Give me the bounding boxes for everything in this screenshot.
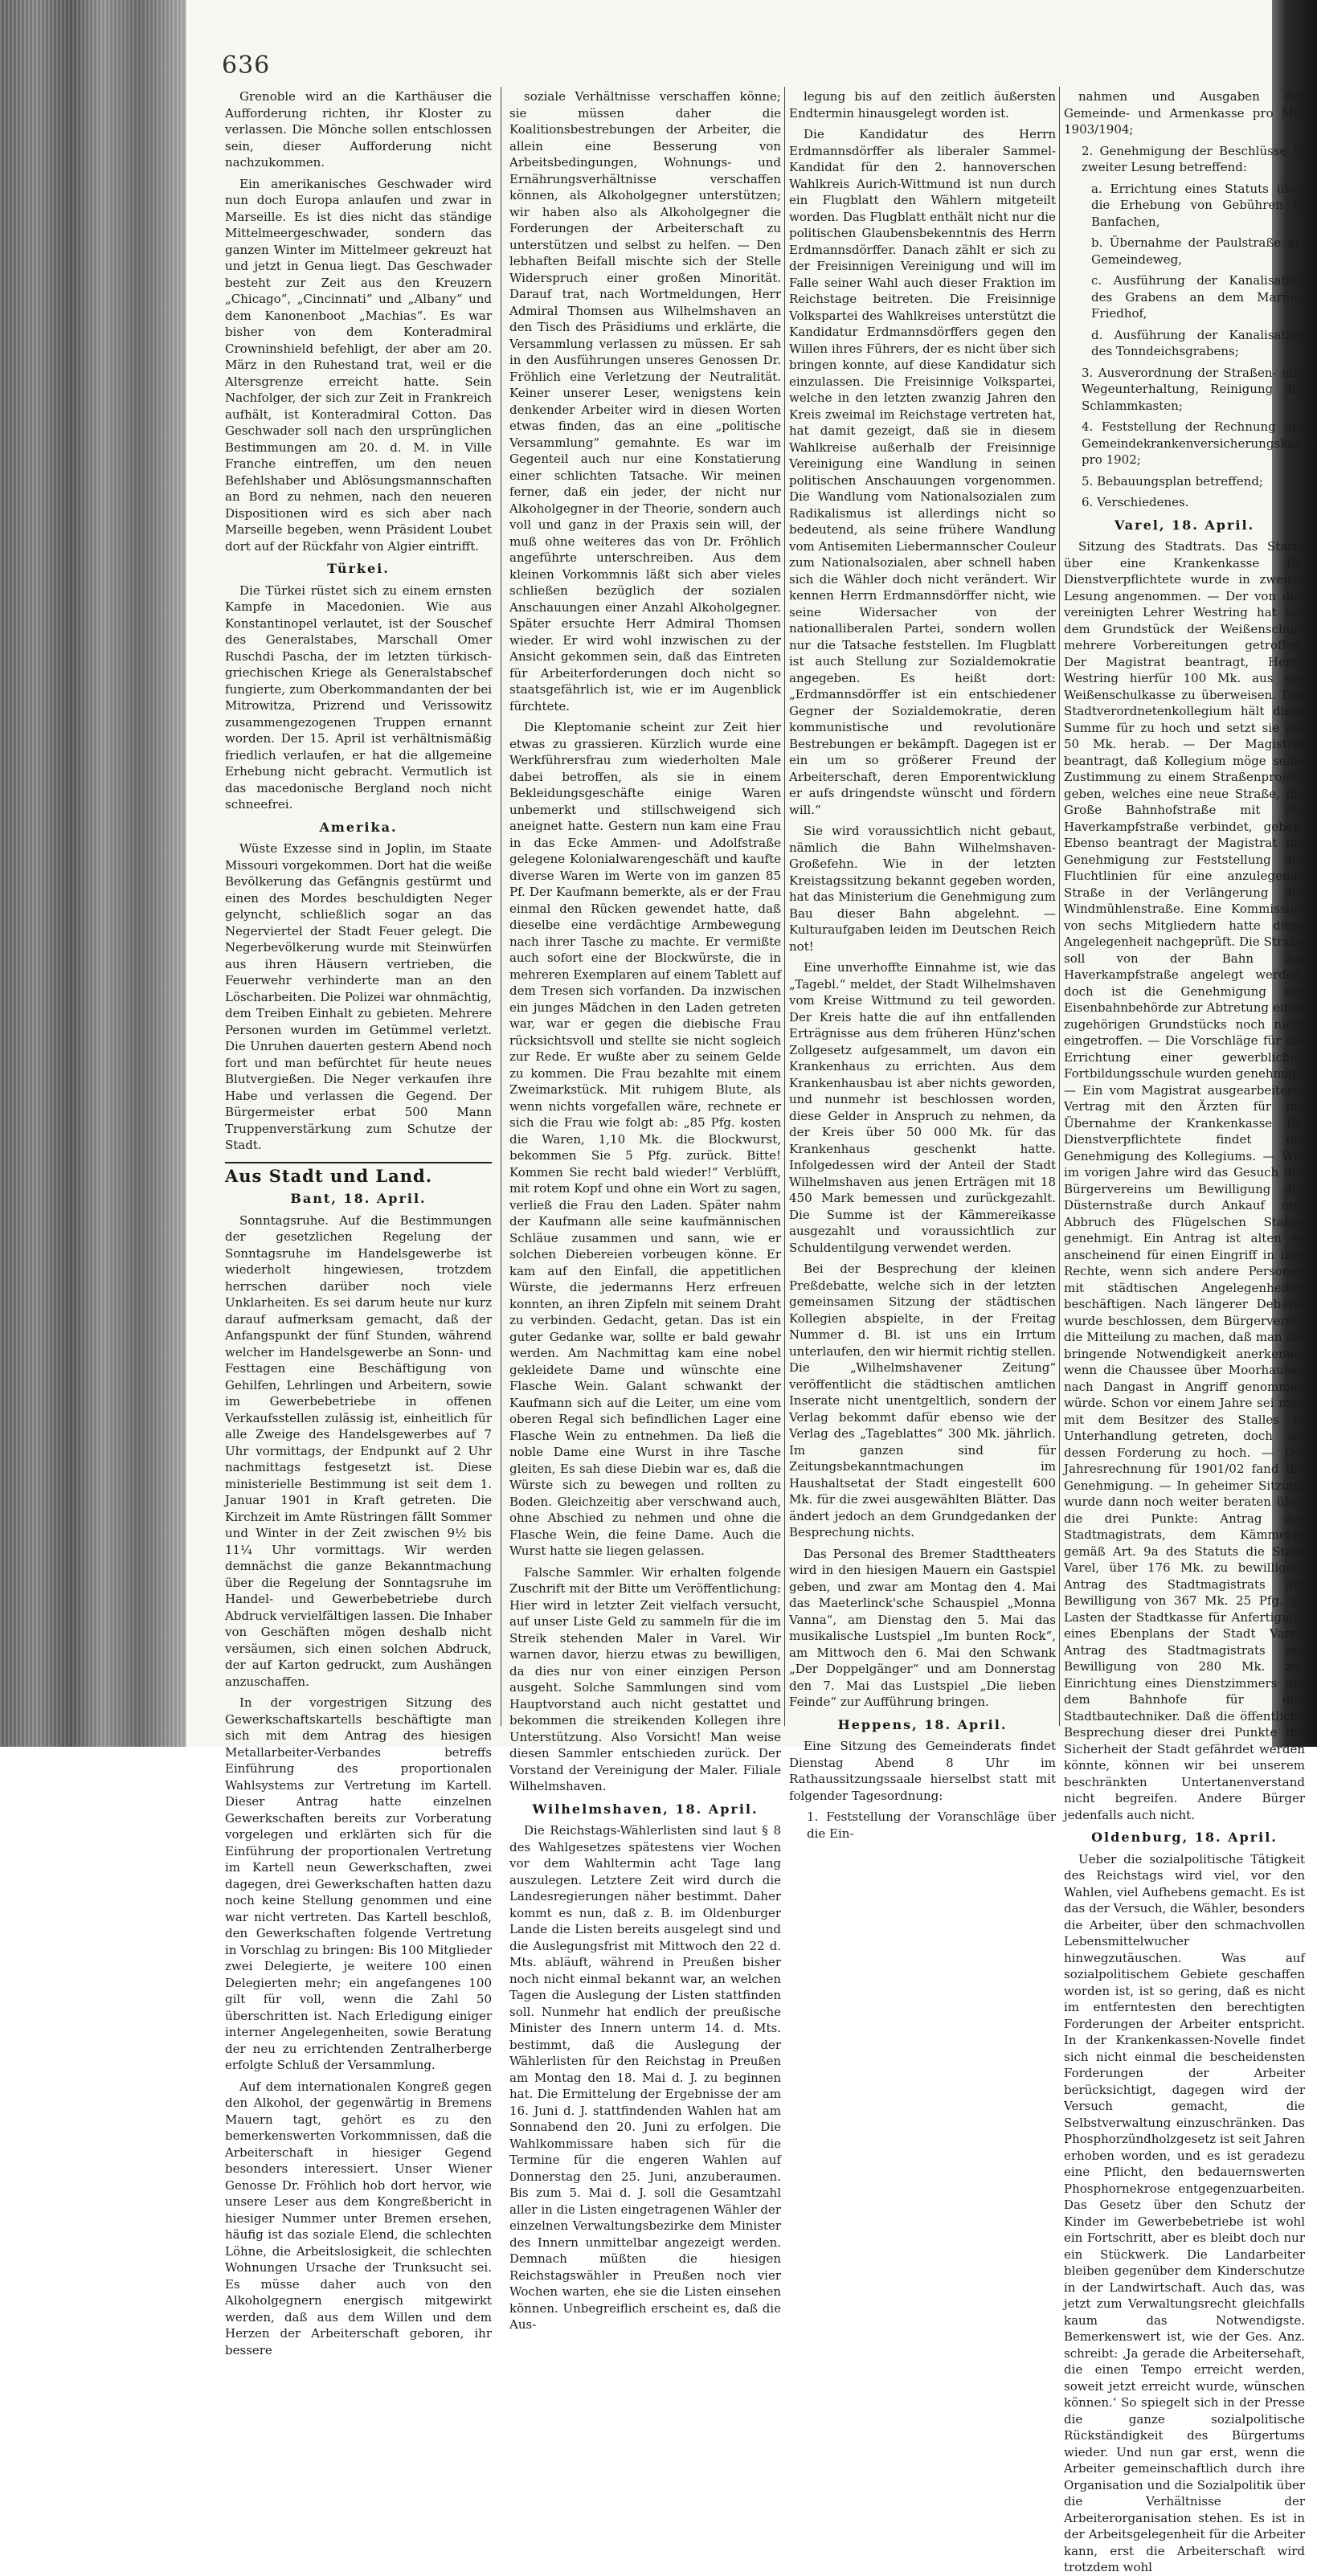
article-paragraph: Wüste Exzesse sind in Joplin, im Staate Missouri vorgekommen. Dort hat die weiße Bevölkerung das Gefängnis gestürmt und einen des Mordes beschuldigten Neger gelyncht, schließlich sogar an das Negerviertel der Stadt Feuer gelegt. Die Negerbevölkerung wurde mit Steinwürfen aus ihren Häusern vertrieben, die Feuerwehr verhinderte man an den Löscharbeiten. Die Polizei war ohnmächtig, dem Treiben Einhalt zu gebieten. Mehrere Personen wurden im Getümmel verletzt. Die Unruhen dauerten gestern Abend noch fort und man befürchtet für heute neues Blutvergießen. Die Neger verkaufen ihre Habe und verlassen die Gegend. Der Bürgermeister erbat 500 Mann Truppenverstärkung zum Schutze der Stadt. [225, 841, 492, 1152]
page-number: 636 [222, 51, 271, 80]
agenda-item: 4. Feststellung der Rechnung der Gemeindekrankenversicherungskasse pro 1902; [1082, 419, 1315, 467]
agenda-item: 5. Bebauungsplan betreffend; [1082, 473, 1263, 489]
article-paragraph: Das Personal des Bremer Stadttheaters wird in den hiesigen Mauern ein Gastspiel geben, und zwar am Montag den 4. Mai das Maeterlinck'sche Schauspiel „Monna Vanna“, am Dienstag den 5. Mai das musikalische Lustspiel „Im bunten Rock“, am Mittwoch den 6. Mai den Schwank „Der Doppelgänger“ und am Donnerstag den 7. Mai das Lustspiel „Die lieben Feinde“ zur Aufführung bringen. [789, 1546, 1056, 1709]
article-paragraph: Die Reichstags-Wählerlisten sind laut § 8 des Wahlgesetzes spätestens vier Wochen vor dem Wahltermin acht Tage lang auszulegen. Letztere Zeit wird durch die Landesregierungen näher bestimmt. Daher kommt es nun, daß z. B. im Oldenburger Lande die Listen bereits ausgelegt sind und die Auslegungsfrist mit Mittwoch den 22 d. Mts. abläuft, während in Preußen bisher noch nicht einmal bekannt war, an welchen Tagen die Auslegung der Listen stattfinden soll. Nunmehr hat endlich der preußische Minister des Innern unterm 14. d. Mts. bestimmt, daß die Auslegung der Wählerlisten für den Reichstag in Preußen am Montag den 18. Mai d. J. zu beginnen hat. Die Ermittelung der Ergebnisse der am 16. Juni d. J. stattfindenden Wahlen hat am Sonnabend den 20. Juni zu erfolgen. Die Wahlkommissare haben sich für die Termine für die engeren Wahlen auf Donnerstag den 25. Juni, anzuberaumen. Bis zum 5. Mai d. J. soll die Gesamtzahl aller in die Listen eingetragenen Wähler der einzelnen Verwaltungsbezirke dem Minister des Innern unmittelbar angezeigt werden. Demnach müßten die hiesigen Reichstagswähler in Preußen noch vier Wochen warten, ehe sie die Listen einsehen können. Unbegreiflich erscheint es, daß die Aus- [509, 1823, 781, 2332]
article-paragraph: Auf dem internationalen Kongreß gegen den Alkohol, der gegenwärtig in Bremens Mauern tagt, gehört es zu den bemerkenswerten Vorkommnissen, daß die Arbeiterschaft in hiesiger Gegend besonders interessiert. Unser Wiener Genosse Dr. Fröhlich hob dort hervor, wie unsere Leser aus dem Kongreßbericht in hiesiger Nummer unter Bremen ersehen, häufig ist das soziale Elend, die schlechten Löhne, die Arbeitslosigkeit, die schlechten Wohnungen Ursache der Trunksucht sei. Es müsse daher auch von den Alkoholgegnern energisch mitgewirkt werden, daß aus dem Willen und dem Herzen der Arbeiterschaft geboren, ihr bessere [225, 2079, 492, 2357]
article-paragraph: Sitzung des Stadtrats. Das Statut über eine Krankenkasse für Dienstverpflichtete wurde in zweiter Lesung angenommen. — Der von den vereinigten Lehrer Westring hat auf dem Grundstück der Weißenschule mehrere Vorbereitungen getroffen. Der Magistrat beantragt, Herrn Westring hierfür 100 Mk. aus der Weißenschulkasse zu überweisen. Das Stadtverordnetenkollegium hält diese Summe für zu hoch und setzt sie auf 50 Mk. herab. — Der Magistrat beantragt, daß Kollegium möge seine Zustimmung zu einem Straßenprojekt geben, welches eine neue Straße, die Große Bahnhofstraße mit der Haverkampfstraße verbindet, geben. Ebenso beantragt der Magistrat die Genehmigung zur Feststellung der Fluchtlinien für eine anzulegende Straße in der Verlängerung der Windmühlenstraße. Eine Kommission von sechs Mitgliedern hatte diese Angelegenheit nachgeprüft. Die Straße soll von der Bahn zur Haverkampfstraße angelegt werden, doch ist die Genehmigung der Eisenbahnbehörde zur Abtretung eines zugehörigen Grundstücks noch nicht eingetroffen. — Die Vorschläge für die Errichtung einer gewerblichen Fortbildungsschule wurden genehmigt. — Ein vom Magistrat ausgearbeiteter Vertrag mit den Ärzten für die Übernahme der Krankenkasse für Dienstverpflichtete findet die Genehmigung des Kollegiums. — Wie im vorigen Jahre wird das Gesuch des Bürgervereins um Bewilligung der Düsternstraße durch Ankauf und Abbruch des Flügelschen Stalles genehmigt. Ein Antrag ist alten es anscheinend für einen Eingriff in ihre Rechte, wenn sich andere Personen mit städtischen Angelegenheiten beschäftigen. Nach längerer Debatte wurde beschlossen, dem Bürgerverein die Mitteilung zu machen, daß man die bringende Notwendigkeit anerkenne, wenn die Chaussee über Moorhausen nach Dangast in Angriff genommen würde. Schon vor einem Jahre sei man mit dem Besitzer des Stalles in Unterhandlung getreten, doch sei dessen Forderung zu hoch. — Die Jahresrechnung für 1901/02 fand die Genehmigung. — In geheimer Sitzung wurde dann noch weiter beraten über die drei Punkte: Antrag des Stadtmagistrats, dem Kämmerer gemäß Art. 9a des Statuts die Stadt Varel, über 176 Mk. zu bewilligen. Antrag des Stadtmagistrats auf Bewilligung von 367 Mk. 25 Pfg. zu Lasten der Stadtkasse für Anfertigung eines Ebenplans der Stadt Varel. Antrag des Stadtmagistrats auf Bewilligung von 280 Mk. zur Einrichtung eines Dienstzimmers auf dem Bahnhofe für den Stadtbautechniker. Daß die öffentliche Besprechung dieser drei Punkte die Sicherheit der Stadt gefährdet werden könnte, können wir bei unserem beschränkten Untertanenverstand nicht begreifen. Andere Bürger jedenfalls auch nicht. [1064, 539, 1305, 1822]
article-paragraph: In der vorgestrigen Sitzung des Gewerkschaftskartells beschäftigte man sich mit dem Antrag des hiesigen Metallarbeiter-Verbandes betreffs Einführung des proportionalen Wahlsystems zur Vertretung im Kartell. Dieser Antrag hatte einzelnen Gewerkschaften bereits zur Vorberatung vorgelegen und erklärten sich für die Einführung der proportionalen Vertretung im Kartell neun Gewerkschaften, zwei dagegen, drei Gewerkschaften hatten dazu noch keine Stellung genommen und eine war nicht vertreten. Das Kartell beschloß, den Gewerkschaften folgende Vertretung in Vorschlag zu bringen: Bis 100 Mitglieder zwei Delegierte, je weitere 100 einen Delegierten mehr; ein angefangenes 100 gilt für voll, wenn die Zahl 50 überschritten ist. Nach Erledigung einiger interner Angelegenheiten, sowie Beratung der neu zu errichtenden Zentralherberge erfolgte Schluß der Versammlung. [225, 1695, 492, 2072]
article-paragraph: Die Kandidatur des Herrn Erdmannsdörffer als liberaler Sammel-Kandidat für den 2. hannoverschen Wahlkreis Aurich-Wittmund ist nun durch ein Flugblatt den Wählern mitgeteilt worden. Das Flugblatt enthält nicht nur die politischen Glaubensbekenntnis des Herrn Erdmannsdörffer. Danach zählt er sich zu der Freisinnigen Vereinigung und will im Falle seiner Wahl auch dieser Fraktion im Reichstage beitreten. Die Freisinnige Volkspartei des Wahlkreises unterstützt die Kandidatur Erdmannsdörffers gegen den Willen ihres Führers, der es nicht über sich bringen konnte, auf diese Kandidatur sich einzulassen. Die Freisinnige Volkspartei, welche in den letzten zwanzig Jahren den Kreis zweimal im Reichstage vertreten hat, hat damit gezeigt, daß sie in diesem Wahlkreise außerhalb der Freisinnige Vereinigung eine Wandlung in seinen politischen Anschauungen vorgenommen. Die Wandlung vom Nationalsozialen zum Radikalismus ist allerdings nicht so bedeutend, als seine frühere Wandlung vom Antisemiten Liebermannscher Couleur zum Nationalsozialen, aber schnell haben sich die Wähler doch nicht verändert. Wir kennen Herrn Erdmannsdörffer nicht, wie seine Widersacher von der nationalliberalen Partei, sondern wollen nur die Tatsache feststellen. Im Flugblatt ist auch Stellung zur Sozialdemokratie angegeben. Es heißt dort: „Erdmannsdörffer ist ein entschiedener Gegner der Sozialdemokratie, deren kommunistische und revolutionäre Bestrebungen er bekämpft. Dagegen ist er ein um so größerer Freund der Arbeiterschaft, deren Emporentwicklung er aufs dringendste wünscht und fördern will.“ [789, 127, 1056, 817]
column-rule [784, 87, 785, 1726]
section-heading: Türkei. [327, 561, 390, 576]
article-paragraph: Ein amerikanisches Geschwader wird nun doch Europa anlaufen und zwar in Marseille. Es ist dies nicht das ständige Mittelmeergeschwader, sondern das ganzen Winter im Mittelmeer gekreuzt hat und jetzt in Genua liegt. Das Geschwader besteht zur Zeit aus den Kreuzern „Chicago“, „Cincinnati“ und „Albany“ und dem Kanonenboot „Machias“. Es war bisher von dem Konteradmiral Crowninshield befehligt, der aber am 20. März in den Ruhestand trat, weil er die Altersgrenze erreicht hatte. Sein Nachfolger, der sich zur Zeit in Frankreich aufhält, ist Konteradmiral Cotton. Das Geschwader soll nach den ursprünglichen Bestimmungen am 20. d. M. in Ville Franche eintreffen, um den neuen Befehlshaber und Ablösungsmannschaften an Bord zu nehmen, nach den neueren Dispositionen wird es sich aber nach Marseille begeben, wenn Präsident Loubet dort auf der Rückfahr von Algier eintrifft. [225, 176, 492, 554]
agenda-item: d. Ausführung der Kanalisation des Tonndeichsgrabens; [1091, 327, 1305, 358]
dateline: Varel, 18. April. [1114, 517, 1255, 533]
article-paragraph: nahmen und Ausgaben der Gemeinde- und Armenkasse pro Mai 1903/1904; [1064, 89, 1305, 137]
agenda-item: a. Errichtung eines Statuts über die Erhebung von Gebühren in Banfachen, [1091, 181, 1305, 229]
agenda-item: 6. Verschiedenes. [1082, 495, 1189, 509]
article-paragraph: Ueber die sozialpolitische Tätigkeit des Reichstags wird viel, vor den Wahlen, viel Aufhebens gemacht. Es ist das der Versuch, die Wähler, besonders die Arbeiter, über den schmachvollen Lebensmittelwucher hinwegzutäuschen. Was auf sozialpolitischem Gebiete geschaffen worden ist, ist so gering, daß es nicht im entferntesten den berechtigten Forderungen der Arbeiter entspricht. In der Krankenkassen-Novelle findet sich nicht einmal die bescheidensten Forderungen der Arbeiter berücksichtigt, dagegen wird der Versuch gemacht, die Selbstverwaltung einzuschränken. Das Phosphorzündholzgesetz ist seit Jahren erhoben worden, und es ist geradezu eine Pflicht, den bedauernswerten Phosphornekrose entgegenzuarbeiten. Das Gesetz über den Schutz der Kinder im Gewerbebetriebe ist wohl ein Fortschritt, aber es bleibt doch nur ein Stückwerk. Die Landarbeiter bleiben gegenüber dem Kinderschutze in der Landwirtschaft. Auch das, was jetzt zum Verwaltungsrecht gleichfalls kaum das Notwendigste. Bemerkenswert ist, wie der Ges. Anz. schreibt: ‚Ja gerade die Arbeitersehaft, die einen Tempo erreicht werden, soweit jetzt erreicht wurde, wünschen können.‘ So spiegelt sich in der Presse die ganze sozialpolitische Rückständigkeit des Bürgertums wieder. Und nun gar erst, wenn die Arbeiter gemeinschaftlich durch ihre Organisation und die Sozialpolitik über die Verhältnisse der Arbeiterorganisation stehen. Es ist in der Arbeitsgelegenheit für die Arbeiter kann, erst die Arbeiterschaft wird trotzdem wohl [1064, 1851, 1305, 2574]
article-paragraph: soziale Verhältnisse verschaffen könne; sie müssen daher die Koalitionsbestrebungen der Arbeiter, die allein eine Besserung von Arbeitsbedingungen, Wohnungs- und Ernährungsverhältnisse verschaffen können, als Alkoholgegner unterstützen; wir haben also als Alkoholgegner die Forderungen der Arbeiterschaft zu unterstützen und selbst zu helfen. — Den lebhaften Beifall mischte sich der Stelle Widerspruch einer großen Minorität. Darauf trat, nach Wortmeldungen, Herr Admiral Thomsen aus Wilhelmshaven an den Tisch des Präsidiums und erklärte, die Versammlung verlassen zu müssen. Er sah in den Ausführungen unseres Genossen Dr. Fröhlich eine Verletzung der Neutralität. Keiner unserer Leser, wenigstens kein denkender Arbeiter wird in diesen Worten etwas finden, das an eine „politische Versammlung“ gemahnte. Es war im Gegenteil auch nur eine Konstatierung einer schlichten Tatsache. Wir meinen ferner, daß ein jeder, der nicht nur Alkoholgegner in der Theorie, sondern auch voll und ganz in der Praxis sein will, der muß ohne weiteres das von Dr. Fröhlich angeführte unterschreiben. Aus dem kleinen Vorkommnis läßt sich aber vieles schließen bezüglich der sozialen Anschauungen einer Anzahl Alkoholgegner. Später ersuchte Herr Admiral Thomsen wieder. Er wird wohl inzwischen zu der Ansicht gekommen sein, daß das Eintreten für Arbeiterforderungen doch nicht so staatsgefährlich ist, wie er im Augenblick fürchtete. [509, 89, 781, 714]
agenda-item: 3. Ausverordnung der Straßen- und Wegeunterhaltung, Reinigung der Schlammkasten; [1082, 365, 1305, 413]
article-paragraph: Falsche Sammler. Wir erhalten folgende Zuschrift mit der Bitte um Veröffentlichung: Hier wird in letzter Zeit vielfach versucht, auf unser Liste Geld zu sammeln für die im Streik stehenden Maler in Varel. Wir warnen davor, hierzu etwas zu bewilligen, da dies nur von einer einzigen Person ausgeht. Solche Sammlungen sind vom Hauptvorstand auch nicht gestattet und bekommen die streikenden Kollegen ihre Unterstützung. Also Vorsicht! Man weise diesen Sammler entschieden zurück. Der Vorstand der Vereinigung der Maler. Filiale Wilhelmshaven. [509, 1564, 781, 1793]
book-binding [0, 0, 186, 1747]
local-news-heading: Aus Stadt und Land. [225, 1162, 492, 1185]
article-paragraph: Eine Sitzung des Gemeinderats findet Dienstag Abend 8 Uhr im Rathaussitzungssaale hierselbst statt mit folgender Tagesordnung: [789, 1739, 1056, 1803]
agenda-item: 2. Genehmigung der Beschlüsse in zweiter Lesung betreffend: [1082, 143, 1305, 174]
column-4 [1064, 88, 1315, 2574]
section-heading: Amerika. [319, 819, 398, 835]
article-paragraph: Die Kleptomanie scheint zur Zeit hier etwas zu grassieren. Kürzlich wurde eine Werkführersfrau zum wiederholten Male dabei betroffen, als sie in einem Bekleidungsgeschäfte einige Waren unbemerkt und stillschweigend sich aneignet hatte. Gestern nun kam eine Frau in das Ecke Ammen- und Adolfstraße gelegene Kolonialwarengeschäft und kaufte diverse Waren im Werte von im ganzen 85 Pf. Der Kaufmann bemerkte, als er der Frau einmal den Rücken gewendet hatte, daß dieselbe eine verdächtige Armbewegung nach ihrer Tasche zu machte. Er vermißte auch sofort eine der Blockwürste, die in mehreren Exemplaren auf einem Tablett auf dem Tresen sich vorfanden. Da inzwischen ein junges Mädchen in den Laden getreten war, war er gegen die diebische Frau rücksichtsvoll und stellte sie nicht sogleich zur Rede. Er wußte aber zu seinem Gelde zu kommen. Die Frau bezahlte mit einem Zweimarkstück. Mit ruhigem Blute, als wenn nichts vorgefallen wäre, rechnete er sich die Frau wie folgt ab: „85 Pfg. kosten die Waren, 1,10 Mk. die Blockwurst, bekommen Sie 5 Pfg. zurück. Bitte! Kommen Sie recht bald wieder!“ Verblüfft, mit rotem Kopf und ohne ein Wort zu sagen, verließ die Frau den Laden. Später nahm der Kaufmann alle seine kaufmännischen Schläue zusammen und sann, wie er solchen Diebereien vorbeugen könne. Er kam auf den Einfall, die appetitlichen Würste, die jedermanns Herz erfreuen konnten, an ihren Zipfeln mit seinem Draht zu verbinden. Gedacht, getan. Das ist ein guter Gedanke war, sollte er bald gewahr werden. Am Nachmittag kam eine nobel gekleidete Dame und wünschte eine Flasche Wein. Galant schwankt der Kaufmann sich auf die Leiter, um eine vom oberen Regal sich befindlichen Lager eine Flasche Wein zu entnehmen. Da ließ die noble Dame eine Wurst in ihre Tasche gleiten, Es sah diese Diebin war es, daß die Würste sich zu bewegen und rollten zu Boden. Gleichzeitig aber verschwand auch, ohne Abschied zu nehmen und ohne die Flasche Wein, die feine Dame. Auch die Wurst hatte sie liegen gelassen. [509, 720, 781, 1558]
dateline: Oldenburg, 18. April. [1091, 1830, 1278, 1845]
article-paragraph: legung bis auf den zeitlich äußersten Endtermin hinausgelegt worden ist. [789, 89, 1056, 121]
dateline: Heppens, 18. April. [837, 1716, 1008, 1732]
column-2 [509, 88, 781, 2332]
article-paragraph: Sie wird voraussichtlich nicht gebaut, nämlich die Bahn Wilhelmshaven-Großefehn. Wie in der letzten Kreistagssitzung bekannt gegeben worden, hat das Ministerium die Genehmigung zum Bau dieser Bahn abgelehnt. — Kulturaufgaben leiden im Deutschen Reich not! [789, 824, 1056, 954]
dateline: Bant, 18. April. [290, 1191, 427, 1206]
article-paragraph: Bei der Besprechung der kleinen Preßdebatte, welche sich in der letzten gemeinsamen Sitzung der städtischen Kollegien abspielte, in der Freitag Nummer d. Bl. ist uns ein Irrtum unterlaufen, den wir hiermit richtig stellen. Die „Wilhelmshavener Zeitung“ veröffentlicht die städtischen amtlichen Inserate nicht unentgeltlich, sondern der Verlag bekommt dafür ebenso wie der Verlag des „Tageblattes“ 300 Mk. jährlich. Im ganzen sind für Zeitungsbekanntmachungen im Haushaltsetat der Stadt eingestellt 600 Mk. für die zwei ausgewählten Blätter. Das ändert jedoch an dem Grundgedanken der Besprechung nichts. [789, 1261, 1056, 1539]
article-paragraph: Sonntagsruhe. Auf die Bestimmungen der gesetzlichen Regelung der Sonntagsruhe im Handelsgewerbe ist wiederholt hingewiesen, trotzdem herrschen darüber noch viele Unklarheiten. Es sei darum heute nur kurz darauf aufmerksam gemacht, daß der Anfangspunkt der fünf Stunden, während welcher im Handelsgewerbe an Sonn- und Festtagen eine Beschäftigung von Gehilfen, Lehrlingen und Arbeitern, sowie im Gewerbebetriebe in offenen Verkaufsstellen zulässig ist, einheitlich für alle Zweige des Handelsgewerbes auf 7 Uhr vormittags, der Endpunkt auf 2 Uhr nachmittags festgesetzt ist. Diese ministerielle Bestimmung ist seit dem 1. Januar 1901 in Kraft getreten. Die Kirchzeit im Amte Rüstringen fällt Sommer und Winter in der Zeit zwischen 9½ bis 11¼ Uhr vormittags. Wir werden demnächst die ganze Bekanntmachung über die Regelung der Sonntagsruhe im Handel- und Gewerbebetriebe durch Abdruck vervielfältigen lassen. Die Inhaber von Geschäften mögen deshalb nicht versäumen, sich einen solchen Abdruck, der auf Karton gedruckt, zum Aushängen anzuschaffen. [225, 1212, 492, 1689]
agenda-item: b. Übernahme der Paulstraße als Gemeindeweg, [1091, 235, 1305, 267]
article-paragraph: Grenoble wird an die Karthäuser die Aufforderung richten, ihr Kloster zu verlassen. Die Mönche sollen entschlossen sein, dieser Aufforderung nicht nachzukommen. [225, 89, 492, 170]
column-1 [225, 88, 492, 2357]
column-3 [789, 88, 1056, 1841]
column-rule [1059, 87, 1060, 1726]
article-paragraph: Die Türkei rüstet sich zu einem ernsten Kampfe in Macedonien. Wie aus Konstantinopel verlautet, ist der Souschef des Generalstabes, Marschall Omer Ruschdi Pascha, der im letzten türkisch-griechischen Kriege als Generalstabschef fungierte, zum Oberkommandanten der bei Mitrowitza, Prizrend und Verissowitz zusammengezogenen Truppen ernannt worden. Der 15. April ist verhältnismäßig friedlich verlaufen, er hat die allgemeine Erhebung nicht gebracht. Vermutlich ist das macedonische Bergland noch nicht schneefrei. [225, 583, 492, 812]
article-paragraph: Eine unverhoffte Einnahme ist, wie das „Tagebl.“ meldet, der Stadt Wilhelmshaven vom Kreise Wittmund zu teil geworden. Der Kreis hatte die auf ihn entfallenden Erträgnisse aus dem früheren Hünz'schen Zollgesetz aufgesammelt, um davon ein Krankenhaus zu errichten. Aus dem Krankenhausbau ist aber nichts geworden, und nunmehr ist beschlossen worden, diese Gelder in Anspruch zu nehmen, da der Kreis über 50 000 Mk. für das Krankenhaus geschenkt hatte. Infolgedessen wird der Anteil der Stadt Wilhelmshaven aus jenen Erträgen mit 18 450 Mark bemessen und zurückgezahlt. Die Summe ist der Kämmereikasse ausgezahlt und voraussichtlich zur Schuldentilgung verwendet werden. [789, 960, 1056, 1255]
agenda-item: 1. Feststellung der Voranschläge über die Ein- [807, 1809, 1056, 1841]
dateline: Wilhelmshaven, 18. April. [532, 1801, 759, 1817]
agenda-item: c. Ausführung der Kanalisation des Grabens an dem Marine-Friedhof, [1091, 273, 1305, 321]
